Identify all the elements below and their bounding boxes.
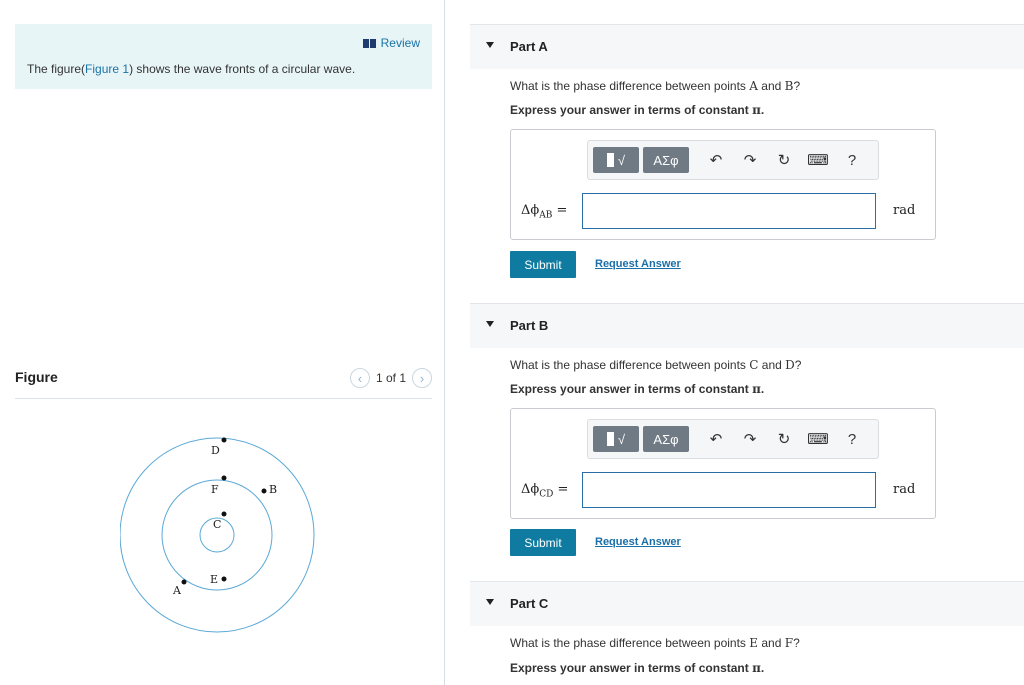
part-b-title: Part B bbox=[510, 318, 549, 333]
equals: = bbox=[553, 482, 569, 497]
request-answer-link[interactable]: Request Answer bbox=[595, 258, 681, 270]
request-answer-link[interactable]: Request Answer bbox=[595, 536, 681, 548]
point-name: E bbox=[749, 636, 759, 650]
intro-text-prefix: The figure( bbox=[27, 62, 86, 76]
review-button[interactable] bbox=[363, 36, 420, 50]
instruction-text: . bbox=[760, 661, 765, 675]
prev-figure-button[interactable]: ‹ bbox=[350, 368, 370, 388]
templates-button[interactable] bbox=[593, 147, 639, 173]
part-b-question bbox=[510, 358, 801, 372]
point-name: D bbox=[785, 358, 795, 372]
unit-label: rad bbox=[893, 482, 916, 497]
unit-label: rad bbox=[893, 203, 916, 218]
block-icon bbox=[607, 432, 614, 446]
point-a-dot bbox=[182, 580, 187, 585]
point-e-dot bbox=[222, 577, 227, 582]
symbols-button[interactable]: ΑΣφ bbox=[643, 147, 689, 173]
templates-button[interactable] bbox=[593, 426, 639, 452]
keyboard-icon[interactable]: ⌨ bbox=[807, 431, 829, 448]
part-a-question bbox=[510, 79, 800, 93]
part-c-title: Part C bbox=[510, 596, 549, 611]
intro-text bbox=[27, 62, 355, 76]
submit-button[interactable]: Submit bbox=[510, 251, 576, 278]
intro-text-suffix: ) shows the wave fronts of a circular wave. bbox=[129, 62, 356, 76]
instruction-text: Express your answer in terms of constant bbox=[510, 103, 753, 117]
question-text: ? bbox=[793, 636, 800, 650]
part-b-answer-box bbox=[510, 408, 936, 519]
pi-symbol: π bbox=[752, 103, 761, 117]
help-icon[interactable]: ? bbox=[847, 151, 857, 169]
symbols-button[interactable]: ΑΣφ bbox=[643, 426, 689, 452]
point-b-dot bbox=[262, 489, 267, 494]
subscript: AB bbox=[539, 210, 553, 221]
redo-icon[interactable]: ↷ bbox=[743, 152, 757, 169]
point-name: A bbox=[749, 79, 758, 93]
answer-input[interactable] bbox=[582, 472, 876, 508]
instruction-text: Express your answer in terms of constant bbox=[510, 382, 753, 396]
part-a-answer-box bbox=[510, 129, 936, 240]
point-name: F bbox=[784, 636, 794, 650]
wavefront-figure bbox=[120, 430, 330, 640]
equals: = bbox=[552, 203, 568, 218]
undo-icon[interactable]: ↶ bbox=[709, 431, 723, 448]
collapse-caret-icon[interactable] bbox=[486, 42, 494, 48]
question-text: ? bbox=[794, 358, 802, 372]
math-toolbar bbox=[587, 140, 879, 180]
question-text: What is the phase difference between points bbox=[510, 358, 750, 372]
undo-icon[interactable]: ↶ bbox=[709, 152, 723, 169]
left-panel bbox=[0, 0, 444, 685]
part-a-instruction bbox=[510, 103, 764, 117]
redo-icon[interactable]: ↷ bbox=[743, 431, 757, 448]
question-text: What is the phase difference between points bbox=[510, 636, 750, 650]
block-icon bbox=[607, 153, 614, 167]
radical-icon: √ bbox=[617, 431, 626, 447]
point-c-label: C bbox=[213, 518, 222, 531]
question-text: What is the phase difference between points bbox=[510, 79, 750, 93]
instruction-text: . bbox=[760, 382, 765, 396]
point-d-label: D bbox=[211, 444, 220, 457]
radical-icon: √ bbox=[617, 152, 626, 168]
point-d-dot bbox=[222, 438, 227, 443]
figure-title: Figure bbox=[15, 369, 58, 385]
point-c-dot bbox=[222, 512, 227, 517]
question-text: ? bbox=[793, 79, 801, 93]
help-icon[interactable]: ? bbox=[847, 430, 857, 448]
point-a-label: A bbox=[173, 584, 181, 597]
next-figure-button[interactable]: › bbox=[412, 368, 432, 388]
instruction-text: Express your answer in terms of constant bbox=[510, 661, 753, 675]
instruction-text: . bbox=[760, 103, 765, 117]
part-c-instruction bbox=[510, 661, 764, 675]
pi-symbol: π bbox=[752, 382, 761, 396]
panel-divider bbox=[444, 0, 445, 685]
reset-icon[interactable]: ↻ bbox=[777, 431, 791, 448]
part-c-question bbox=[510, 636, 800, 650]
submit-button[interactable]: Submit bbox=[510, 529, 576, 556]
pi-symbol: π bbox=[752, 661, 761, 675]
delta-phi: Δϕ bbox=[521, 482, 540, 497]
point-f-dot bbox=[222, 476, 227, 481]
figure-link[interactable]: Figure 1 bbox=[85, 62, 130, 76]
keyboard-icon[interactable]: ⌨ bbox=[807, 152, 829, 169]
figure-header bbox=[15, 368, 432, 399]
answer-label bbox=[521, 203, 567, 221]
answer-label bbox=[521, 482, 568, 500]
figure-pager bbox=[350, 368, 432, 388]
point-b-label: B bbox=[269, 483, 278, 496]
question-text: and bbox=[758, 358, 786, 372]
math-toolbar bbox=[587, 419, 879, 459]
pager-label: 1 of 1 bbox=[375, 371, 406, 385]
intro-panel bbox=[15, 24, 432, 89]
part-b-instruction bbox=[510, 382, 764, 396]
part-a-title: Part A bbox=[510, 39, 548, 54]
part-a-header[interactable] bbox=[470, 24, 1024, 69]
point-e-label: E bbox=[210, 573, 219, 586]
collapse-caret-icon[interactable] bbox=[486, 321, 494, 327]
review-label: Review bbox=[380, 36, 420, 50]
part-c-header[interactable] bbox=[470, 581, 1024, 626]
question-text: and bbox=[757, 79, 785, 93]
point-f-label: F bbox=[211, 483, 219, 496]
part-b-header[interactable] bbox=[470, 303, 1024, 348]
point-name: B bbox=[784, 79, 794, 93]
delta-phi: Δϕ bbox=[521, 203, 540, 218]
outer-wavefront bbox=[120, 438, 314, 632]
answer-input[interactable] bbox=[582, 193, 876, 229]
subscript: CD bbox=[539, 489, 554, 500]
right-panel bbox=[470, 0, 1024, 685]
question-text: and bbox=[758, 636, 785, 650]
collapse-caret-icon[interactable] bbox=[486, 599, 494, 605]
reset-icon[interactable]: ↻ bbox=[777, 152, 791, 169]
point-name: C bbox=[749, 358, 759, 372]
book-icon bbox=[363, 39, 376, 48]
